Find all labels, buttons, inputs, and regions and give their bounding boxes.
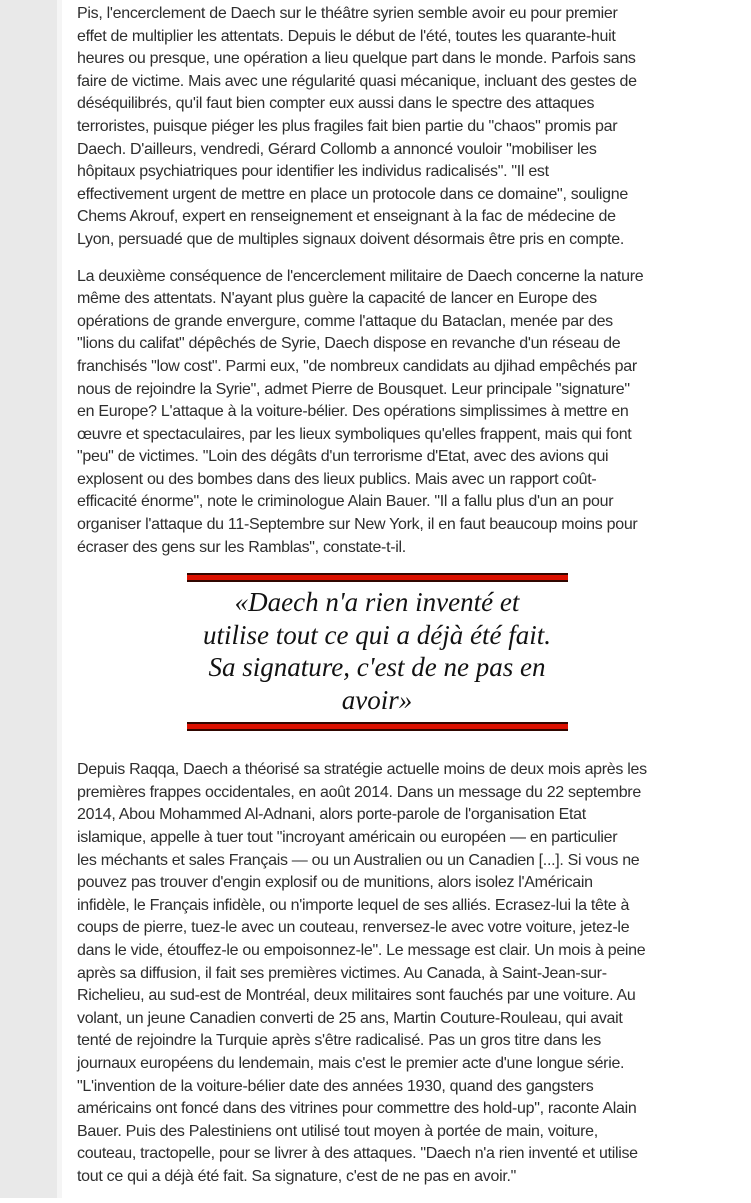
page-left-gutter (0, 0, 62, 1198)
text-line: nous de rejoindre la Syrie", admet Pierre de Bousquet. Leur principale "signature" (77, 380, 630, 398)
pull-quote-top-rule (187, 573, 568, 582)
text-line: organiser l'attaque du 11-Septembre sur New York, il en faut beaucoup moins pour (77, 516, 638, 534)
text-line: explosent ou des bombes dans des lieux publics. Mais avec un rapport coût- (77, 470, 597, 488)
article-body (77, 3, 677, 1203)
text-line: Lyon, persuadé que de multiples signaux doivent désormais être pris en compte. (77, 230, 624, 248)
text-line: tenté de rejoindre la Turquie après s'être radicalisé. Pas un gros titre dans les (77, 1032, 601, 1050)
text-line: Richelieu, au sud-est de Montréal, deux militaires sont fauchés par une voiture. Au (77, 987, 636, 1005)
paragraph-2 (77, 266, 677, 560)
text-line: Daech. D'ailleurs, vendredi, Gérard Collomb a annoncé vouloir "mobiliser les (77, 140, 597, 158)
text-line: Bauer. Puis des Palestiniens ont utilisé tout moyen à portée de main, voiture, (77, 1122, 598, 1140)
text-line: efficacité énorme", note le criminologue Alain Bauer. "Il a fallu plus d'un an pour (77, 493, 614, 511)
text-line: Chems Akrouf, expert en renseignement et enseignant à la fac de médecine de (77, 208, 616, 226)
text-line: écraser des gens sur les Ramblas", constate-t-il. (77, 538, 406, 556)
text-line: en Europe? L'attaque à la voiture-bélier. Des opérations simplissimes à mettre en (77, 403, 629, 421)
text-line: avoir» (341, 684, 413, 715)
text-line: Sa signature, c'est de ne pas en (208, 652, 546, 683)
text-line: dans le vide, étouffez-le ou empoisonnez-le". Le message est clair. Un mois à peine (77, 942, 646, 959)
text-line: hôpitaux psychiatriques pour identifier les individus radicalisés". "Il est (77, 163, 549, 181)
text-line: déséquilibrés, qu'il faut bien compter eux aussi dans le spectre des attaques (77, 95, 595, 113)
paragraph-3 (77, 759, 677, 1188)
text-line: journaux européens du lendemain, mais c'est le premier acte d'une longue série. (77, 1054, 625, 1072)
text-line: premières frappes occidentales, en août 2014. Dans un message du 22 septembre (77, 783, 641, 801)
text-line: tout ce qui a déjà été fait. Sa signature, c'est de ne pas en avoir." (77, 1167, 516, 1185)
text-line: La deuxième conséquence de l'encerclement militaire de Daech concerne la nature (77, 267, 644, 285)
text-line: volant, un jeune Canadien converti de 25 ans, Martin Couture-Rouleau, qui avait (77, 1009, 623, 1027)
text-line: couteau, tractopelle, pour se livrer à des attaques. "Daech n'a rien inventé et utilise (77, 1145, 638, 1163)
pull-quote-bottom-rule (187, 722, 568, 731)
text-line: "L'invention de la voiture-bélier date des années 1930, quand des gangsters (77, 1077, 594, 1095)
text-line: islamique, appelle à tuer tout "incroyant américain ou européen — en particulier (77, 829, 618, 847)
text-line: 2014, Abou Mohammed Al-Adnani, alors porte-parole de l'organisation Etat (77, 806, 586, 824)
text-line: œuvre et spectaculaires, par les lieux symboliques qu'elles frappent, mais qui font (77, 425, 632, 443)
text-line: les méchants et sales Français — ou un Australien ou un Canadien [...]. Si vous ne (77, 851, 640, 869)
pull-quote-text (77, 582, 677, 722)
text-line: heures ou presque, une opération a lieu quelque part dans le monde. Parfois sans (77, 50, 636, 68)
text-line: après sa diffusion, il fait ses premières victimes. Au Canada, à Saint-Jean-sur- (77, 964, 607, 982)
text-line: effet de multiplier les attentats. Depuis le début de l'été, toutes les quarante-huit (77, 27, 616, 45)
text-line: faire de victime. Mais avec une régularité quasi mécanique, incluant des gestes de (77, 72, 637, 90)
text-line: coups de pierre, tuez-le avec un couteau, renversez-le avec votre voiture, jetez-le (77, 919, 630, 937)
text-line: "peu" de victimes. "Loin des dégâts d'un terrorisme d'Etat, avec des avions qui (77, 448, 609, 466)
text-line: "lions du califat" dépêchés de Syrie, Daech dispose en revanche d'un réseau de (77, 335, 621, 353)
pull-quote (77, 573, 677, 731)
text-line: infidèle, le Français infidèle, ou n'importe lequel de ses alliés. Ecrasez-lui la tête à (77, 896, 630, 914)
text-line: Depuis Raqqa, Daech a théorisé sa stratégie actuelle moins de deux mois après les (77, 761, 647, 779)
text-line: franchisés "low cost". Parmi eux, "de nombreux candidats au djihad empêchés par (77, 357, 637, 375)
text-line: même des attentats. N'ayant plus guère la capacité de lancer en Europe des (77, 290, 597, 308)
text-line: Pis, l'encerclement de Daech sur le théâtre syrien semble avoir eu pour premier (77, 5, 618, 22)
text-line: «Daech n'a rien inventé et (234, 587, 520, 618)
paragraph-1 (77, 3, 677, 252)
text-line: pouvez pas trouver d'engin explosif ou de munitions, alors isolez l'Américain (77, 874, 593, 892)
text-line: terroristes, puisque piéger les plus fragiles fait bien partie du "chaos" promis par (77, 117, 618, 135)
text-line: américains ont foncé dans des vitrines pour commettre des hold-up", raconte Alain (77, 1100, 637, 1118)
text-line: utilise tout ce qui a déjà été fait. (203, 619, 551, 650)
text-line: effectivement urgent de mettre en place un protocole dans ce domaine", souligne (77, 185, 628, 203)
text-line: opérations de grande envergure, comme l'attaque du Bataclan, menée par des (77, 312, 613, 330)
